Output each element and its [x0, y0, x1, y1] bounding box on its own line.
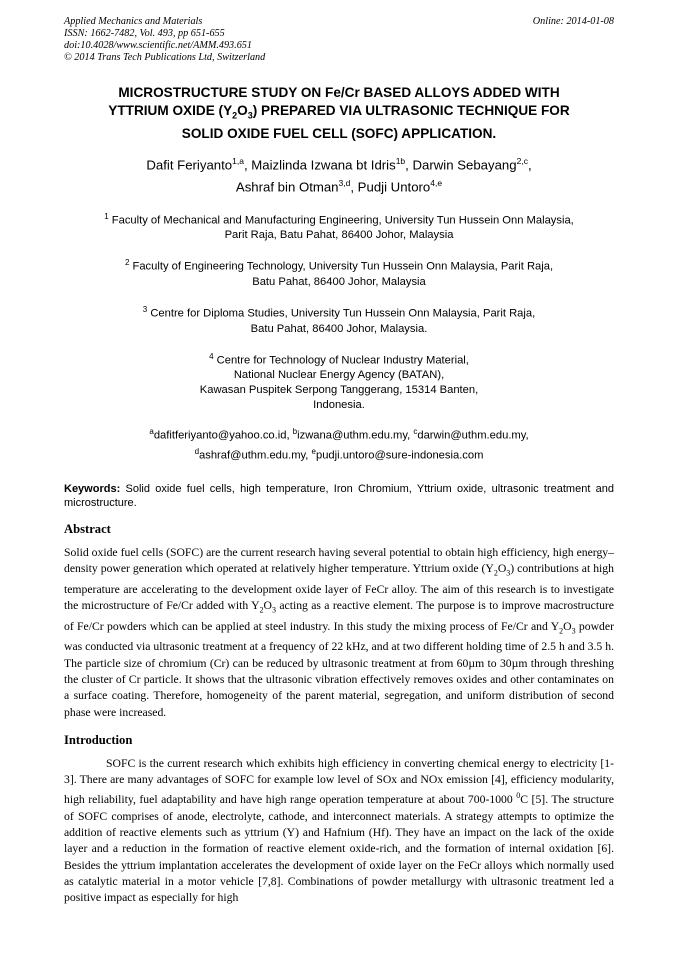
title-line-3: SOLID OXIDE FUEL CELL (SOFC) APPLICATION.	[181, 125, 497, 141]
email-address: pudji.untoro@sure-indonesia.com	[315, 449, 484, 462]
author-line-1	[64, 152, 614, 174]
paper-title	[64, 84, 614, 143]
email-address: dafitferiyanto@yahoo.co.id,	[153, 430, 293, 443]
email-address: izwana@uthm.edu.my,	[297, 430, 414, 443]
abstract-text: ) contributions at high temperature are accelerating to the development oxide layer of FeCr alloy. The aim of this research is to investigate the microstructure of Fe/Cr added with Y	[64, 562, 614, 613]
abstract-text: Solid oxide fuel cells (SOFC) are the current research having several potential to obtain high efficiency, high energy–density power generation which operated at relatively higher temperature. Yttrium oxide (Y	[64, 545, 614, 576]
introduction-paragraph	[64, 756, 614, 907]
affiliation-line: Indonesia.	[313, 399, 365, 412]
affiliation-text: Faculty of Engineering Technology, University Tun Hussein Onn Malaysia, Parit Raja,	[129, 260, 554, 273]
affiliation-line	[64, 209, 614, 229]
subscript: 2	[559, 626, 564, 636]
email-line-2	[64, 444, 614, 464]
author-name: Dafit Feriyanto	[146, 157, 233, 173]
affiliation-line: Kawasan Puspitek Serpong Tanggerang, 15314 Banten,	[199, 384, 479, 397]
affiliation-line: Batu Pahat, 86400 Johor, Malaysia.	[250, 322, 428, 335]
abstract-text: powder was conducted via ultrasonic treatment at a frequency of 22 kHz, and at two different holding time of 2.5 h and 3.5 h. The particle size of chromium (Cr) can be reduced by ultrasonic treatment at from 60µm to 30µm through threshing the cluster of Cr particle. It shows that the ultrasonic vibration effectively removes oxides and other contaminates on a surface coating. Therefore, homogeneity of the parent material, segregation, and uniform distribution of second phase were increased.	[64, 619, 614, 719]
author-marker: 1,a	[232, 155, 244, 166]
title-subscript: 3	[247, 110, 253, 121]
email-marker: c	[413, 427, 418, 437]
title-text: YTTRIUM OXIDE (Y	[108, 103, 233, 118]
email-list	[64, 424, 614, 463]
author-line-2	[64, 174, 614, 196]
introduction-heading: Introduction	[64, 732, 133, 747]
author-marker: 1b	[395, 155, 406, 166]
title-text: O	[237, 103, 248, 118]
affiliation-line: Parit Raja, Batu Pahat, 86400 Johor, Malaysia	[224, 229, 454, 242]
author-separator: ,	[527, 157, 532, 173]
affiliation-text: Centre for Diploma Studies, University Tun Hussein Onn Malaysia, Parit Raja,	[147, 307, 536, 320]
email-line-1	[64, 424, 614, 444]
affiliation-line: Batu Pahat, 86400 Johor, Malaysia	[252, 275, 426, 288]
title-line-2	[64, 102, 614, 125]
keywords	[64, 482, 614, 510]
affiliation-3	[64, 302, 614, 337]
affiliation-marker: 4	[209, 351, 214, 361]
copyright-line: © 2014 Trans Tech Publications Ltd, Switzerland	[64, 52, 266, 63]
email-address: ashraf@uthm.edu.my,	[199, 449, 312, 462]
affiliation-line: National Nuclear Energy Agency (BATAN),	[233, 369, 445, 382]
journal-info	[64, 16, 265, 64]
abstract-text: O	[263, 599, 272, 613]
author-marker: 4,e	[430, 178, 443, 189]
email-address: darwin@uthm.edu.my,	[417, 430, 529, 443]
abstract-text: O	[563, 619, 572, 633]
author-name: , Maizlinda Izwana bt Idris	[243, 157, 396, 173]
subscript: 3	[271, 605, 276, 615]
subscript: 3	[506, 568, 511, 578]
affiliation-4	[64, 349, 614, 414]
affiliation-1	[64, 209, 614, 244]
journal-name: Applied Mechanics and Materials	[64, 16, 203, 27]
affiliation-line	[64, 349, 614, 369]
introduction-text: C [5]. The structure of SOFC comprises of anode, electrolyte, cathode, and interconnect materials. A strategy attempts to optimize the addition of reactive elements such as yttrium (Y) and Hafnium (Hf). They have an impact on the lack of the oxide layer and a reduction in the formation of reactive element oxide-rich, and the formation of internal oxidation [6]. Besides the yttrium implantation accelerates the development of oxide layer on the FeCr alloys which normally used as catalytic material in a motor vehicle [7,8]. Combinations of powder metallurgy with ultrasonic treatment led a positive impact as especially for high	[64, 793, 614, 905]
affiliation-line	[64, 255, 614, 275]
affiliation-marker: 1	[104, 211, 109, 221]
abstract-heading: Abstract	[64, 521, 111, 536]
abstract-text: O	[497, 562, 507, 576]
email-marker: a	[149, 427, 154, 437]
running-header	[64, 16, 614, 64]
email-marker: e	[311, 447, 316, 457]
email-marker: d	[194, 447, 200, 457]
author-marker: 3,d	[338, 178, 351, 189]
subscript: 3	[571, 626, 576, 636]
title-subscript: 2	[232, 110, 238, 121]
doi-line: doi:10.4028/www.scientific.net/AMM.493.651	[64, 40, 252, 51]
abstract-text: acting as a reactive element. The purpose is to improve macrostructure of Fe/Cr powders which can be applied at steel industry. In this study the mixing process of Fe/Cr and Y	[64, 599, 614, 633]
author-marker: 2,c	[516, 155, 528, 166]
title-text: ) PREPARED VIA ULTRASONIC TECHNIQUE FOR	[252, 103, 570, 118]
affiliation-text: Faculty of Mechanical and Manufacturing Engineering, University Tun Hussein Onn Malaysia,	[108, 214, 574, 227]
subscript: 2	[259, 605, 264, 615]
author-name: Ashraf bin Otman	[235, 179, 339, 195]
email-marker: b	[292, 427, 298, 437]
author-name: , Darwin Sebayang	[405, 157, 517, 173]
author-name: , Pudji Untoro	[350, 179, 431, 195]
author-list	[64, 152, 614, 197]
introduction-text: SOFC is the current research which exhibits high efficiency in converting chemical energy to electricity [1-3]. There are many advantages of SOFC for example low level of SOx and NOx emission [4], efficiency modularity, high reliability, fuel adaptability and have high range operation temperature at about 700-1000	[64, 756, 614, 807]
affiliation-line	[64, 302, 614, 322]
online-date: Online: 2014-01-08	[532, 16, 614, 27]
affiliation-text: Centre for Technology of Nuclear Industry Material,	[213, 354, 469, 367]
superscript: 0	[516, 791, 521, 801]
title-line-1: MICROSTRUCTURE STUDY ON Fe/Cr BASED ALLOYS ADDED WITH	[118, 85, 560, 100]
affiliation-marker: 2	[124, 258, 130, 268]
keywords-label: Keywords:	[64, 482, 121, 495]
issn-line: ISSN: 1662-7482, Vol. 493, pp 651-655	[64, 28, 225, 39]
affiliation-2	[64, 255, 614, 290]
affiliation-marker: 3	[142, 304, 148, 314]
keywords-text: Solid oxide fuel cells, high temperature, Iron Chromium, Yttrium oxide, ultrasonic treatment and microstructure.	[64, 482, 614, 509]
subscript: 2	[493, 568, 498, 578]
abstract-paragraph	[64, 545, 614, 721]
